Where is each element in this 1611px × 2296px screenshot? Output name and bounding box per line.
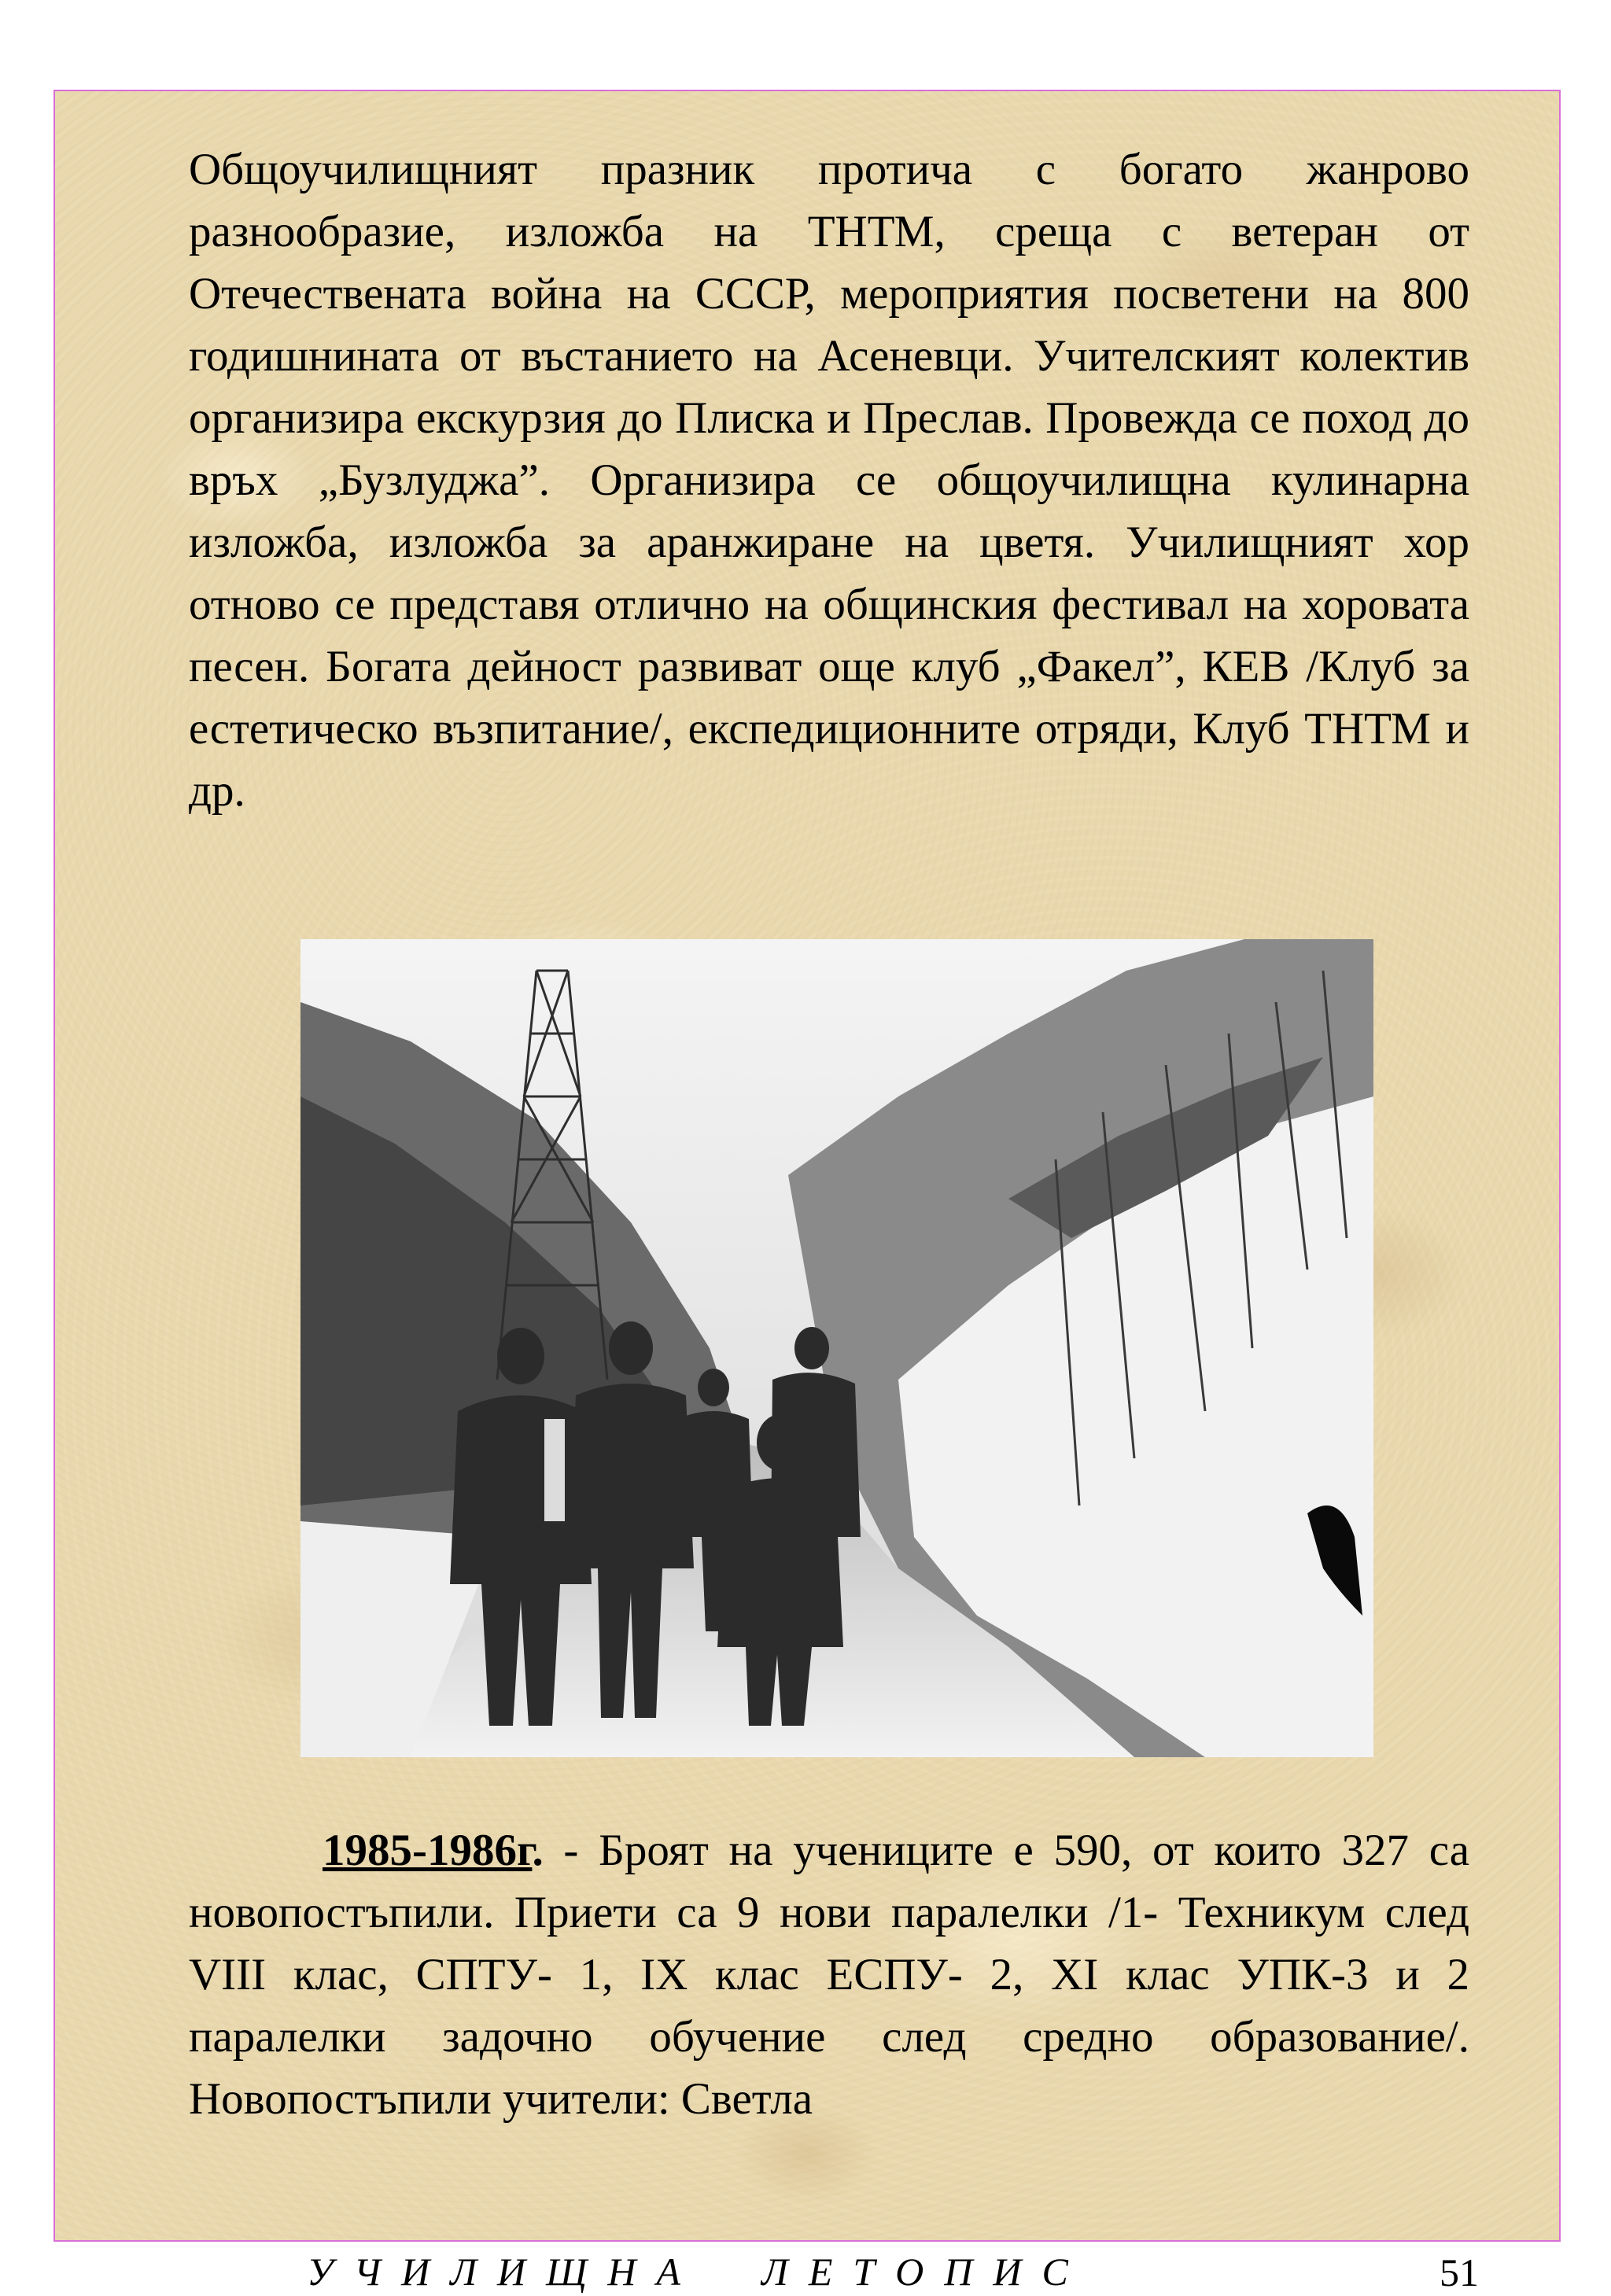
intro-paragraph: Общоучилищният празник протича с богато жанрово разнообразие, изложба на ТНТМ, среща с ветеран от Отечествената война на СССР, мероприятия посветени на 800 годишнината от въстанието на Асеневци. Учителският колектив организира екскурзия до Плиска и Преслав. Провежда се поход до връх „Бузлуджа”. Организира се общоучилищна кулинарна изложба, изложба за аранжиране на цветя. Училищният хор отново се представя отлично на общинския фестивал на хоровата песен. Богата дейност развиват още клуб „Факел”, КЕВ /Клуб за естетическо възпитание/, експедиционните отряди, Клуб ТНТМ и др. [189, 145, 1469, 816]
year-heading-period: . [532, 1826, 544, 1875]
page-number: 51 [1440, 2250, 1479, 2294]
page-frame [53, 90, 1561, 2294]
hiking-photo [300, 939, 1373, 1757]
footer-title: УЧИЛИЩНА ЛЕТОПИС [307, 2250, 1089, 2294]
year-heading: 1985-1986г [323, 1826, 533, 1875]
year-text: - Броят на учениците е 590, от които 327 са новопостъпили. Приети са 9 нови паралелки /1- Техникум след VIII клас, СПТУ- 1, IX клас ЕСПУ- 2, XI клас УПК-3 и 2 паралелки задочно обучение след средно образование/. Новопостъпили учители: Светла [189, 1826, 1469, 2124]
year-paragraph [189, 1819, 1469, 2130]
hiking-photo-drawing [300, 939, 1373, 1757]
